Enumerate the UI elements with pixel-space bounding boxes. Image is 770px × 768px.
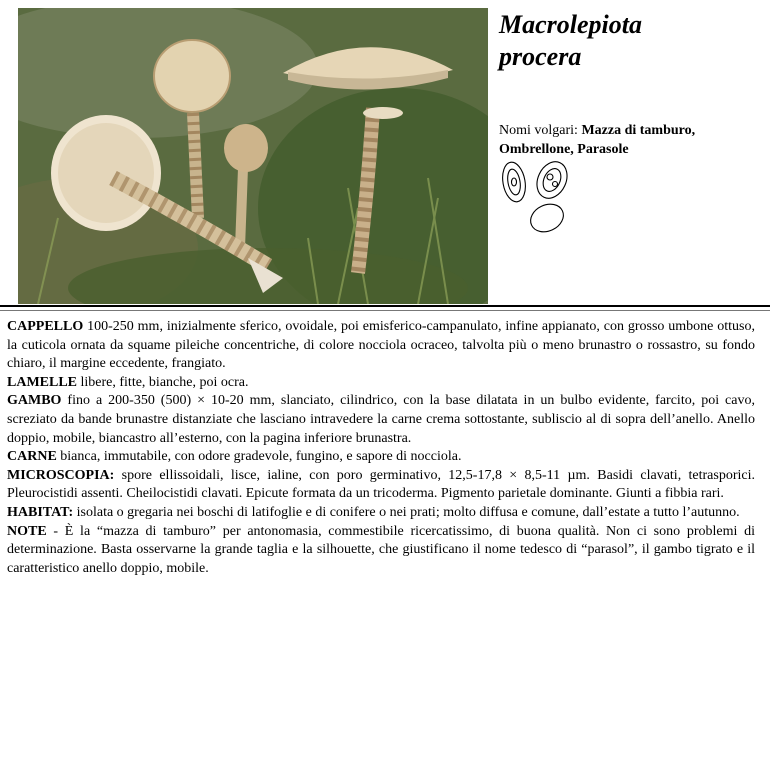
common-names-list: Mazza di tamburo, Ombrellone, Parasole: [499, 123, 696, 157]
section-label: CAPPELLO: [7, 319, 84, 334]
species-name: [499, 9, 642, 73]
spore-drawing: [500, 160, 580, 240]
section-label: GAMBO: [7, 393, 62, 409]
section-label: MICROSCOPIA:: [7, 467, 115, 483]
mushroom-illustration: [18, 8, 488, 304]
common-names-prefix: Nomi volgari:: [499, 123, 582, 138]
section-text: bianca, immutabile, con odore gradevole, fungino, e sapore di nocciola.: [56, 449, 462, 465]
common-names: [499, 121, 759, 159]
section-text: - È la “mazza di tamburo” per antonomasia, commestibile ricercatissimo, di buona qualità. Non ci sono problemi di determinazione. Basta osservarne la grande taglia e la silhouette, che giustificano il nome tedesco di “parasol”, il gambo tigrato e il caratteristico anello doppio, mobile.: [7, 523, 755, 576]
section-label: NOTE: [7, 523, 47, 539]
section-cappello: [7, 318, 755, 374]
section-microscopia: [7, 467, 755, 504]
mushroom-photo: [18, 8, 488, 304]
section-text: isolata o gregaria nei boschi di latifoglie e di conifere o nei prati; molto diffusa e comune, dall’estate a tutto l’autunno.: [73, 504, 740, 520]
section-text: fino a 200-350 (500) × 10-20 mm, slanciato, cilindrico, con la base dilatata in un bulbo evidente, farcito, poi cavo, screziato da bande brunastre distanziate che lasciano intravedere la carne crema sottostante, subliscio al di sopra dell’anello. Anello doppio, mobile, biancastro all’esterno, con la pagina inferiore brunastra.: [7, 393, 755, 446]
section-lamelle: [7, 374, 755, 393]
section-label: HABITAT:: [7, 504, 74, 520]
section-label: LAMELLE: [7, 374, 78, 390]
section-text: spore ellissoidali, lisce, ialine, con poro germinativo, 12,5-17,8 × 8,5-11 µm. Basidi clavati, tetrasporici. Pleurocistidi assenti. Cheilocistidi clavati. Epicute formata da un tricoderma. Pigmento parietale dominante. Giunti a fibbia rari.: [7, 467, 755, 502]
section-label: CARNE: [7, 449, 57, 465]
section-gambo: [7, 392, 755, 448]
divider-bottom: [0, 310, 770, 311]
section-carne: [7, 448, 755, 467]
description: [7, 318, 755, 578]
section-note: [7, 523, 755, 579]
divider-top: [0, 305, 770, 307]
section-text: 100-250 mm, inizialmente sferico, ovoidale, poi emisferico-campanulato, infine appianato, con grosso umbone ottuso, la cuticola ornata da squame pileiche concentriche, di colore nocciola ocraceo, talvolta più o meno brunastro o rossastro, su fondo chiaro, il margine eccedente, frangiato.: [7, 319, 755, 372]
section-text: libere, fitte, bianche, poi ocra.: [77, 374, 249, 390]
species-epithet: procera: [499, 42, 582, 71]
species-genus: Macrolepiota: [499, 10, 642, 39]
section-habitat: [7, 504, 755, 523]
